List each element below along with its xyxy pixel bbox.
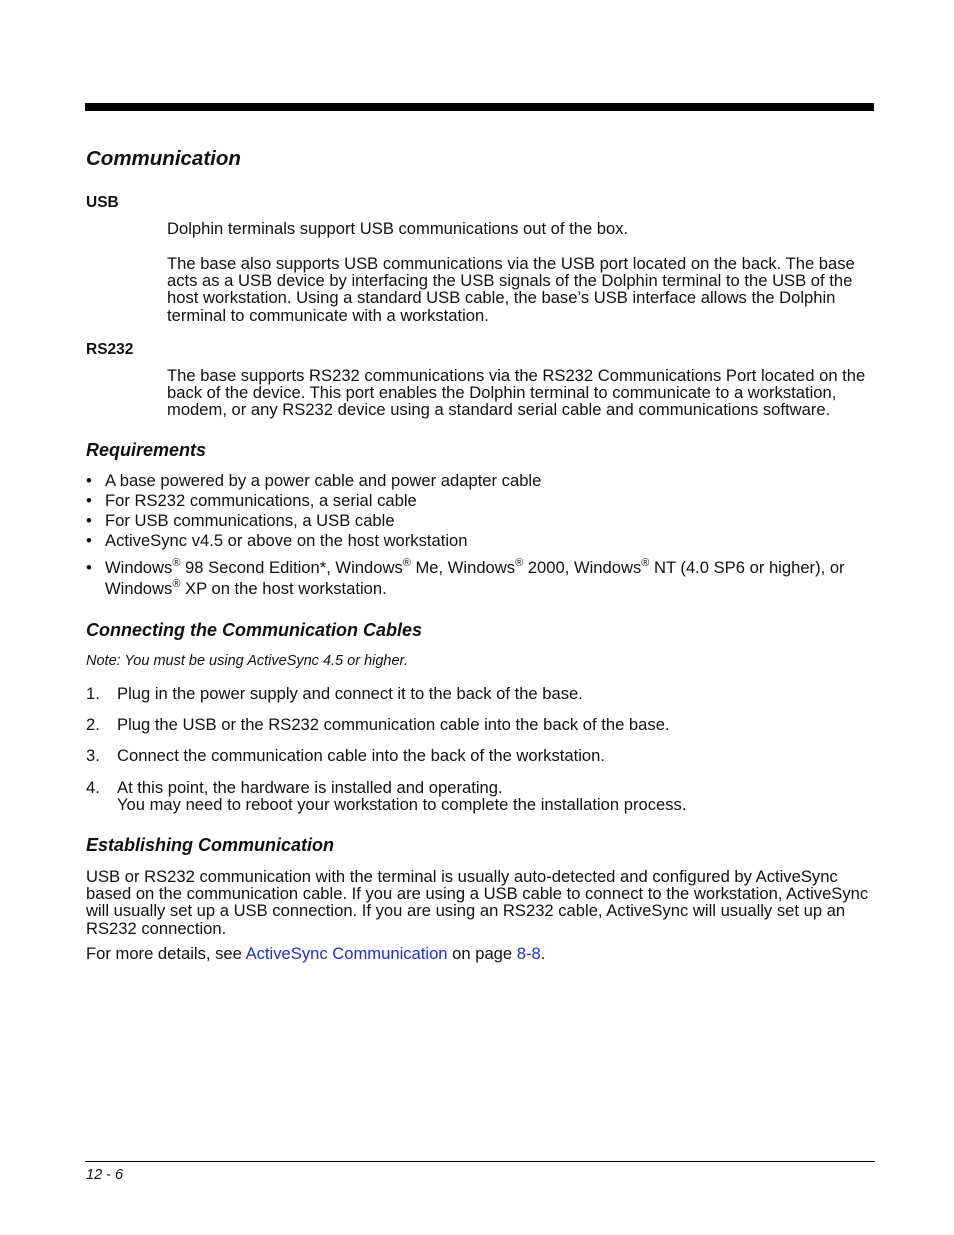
list-item: • A base powered by a power cable and power adapter cable xyxy=(86,472,876,492)
list-item-windows: • Windows® 98 Second Edition*, Windows® Me, Windows® 2000, Windows® NT (4.0 SP6 or higher), or Windows® XP on the host workstation. xyxy=(86,557,876,599)
heading-requirements: Requirements xyxy=(86,440,207,460)
step-text: Connect the communication cable into the back of the workstation. xyxy=(117,746,605,765)
link-page-8-8[interactable]: 8-8 xyxy=(516,944,541,963)
list-item: • ActiveSync v4.5 or above on the host workstation xyxy=(86,532,876,552)
requirements-list xyxy=(86,472,876,599)
step-text: At this point, the hardware is installed and operating. xyxy=(117,778,503,797)
step-number: 3. xyxy=(86,746,100,765)
rs232-paragraph: The base supports RS232 communications via the RS232 Communications Port located on the back of the device. This port enables the Dolphin terminal to communicate to a workstation, modem, or any RS232 device using a standard serial cable and communications software. xyxy=(167,366,866,420)
list-item: • For USB communications, a USB cable xyxy=(86,512,876,532)
list-item: • For RS232 communications, a serial cable xyxy=(86,492,876,512)
section-title-communication: Communication xyxy=(86,147,241,170)
heading-establishing-communication: Establishing Communication xyxy=(86,835,335,855)
step-number: 1. xyxy=(86,684,100,703)
bottom-rule xyxy=(85,1161,875,1162)
note-activesync: Note: You must be using ActiveSync 4.5 or higher. xyxy=(86,653,408,669)
establishing-paragraph: USB or RS232 communication with the terminal is usually auto-detected and configured by ActiveSync based on the communication cable. If you are using a USB cable to connect to the workstation, ActiveSync will usually set up a USB connection. If you are using an RS232 cable, ActiveSync will usually set up an RS232 connection. xyxy=(86,867,869,938)
details-paragraph: For more details, see ActiveSync Communication on page 8-8. xyxy=(86,944,546,963)
step-text: Plug the USB or the RS232 communication cable into the back of the base. xyxy=(117,715,670,734)
top-rule xyxy=(85,103,874,111)
step-number: 2. xyxy=(86,715,100,734)
page-number: 12 - 6 xyxy=(86,1167,124,1183)
subheading-rs232: RS232 xyxy=(86,341,134,358)
link-activesync-communication[interactable]: ActiveSync Communication xyxy=(245,944,448,963)
usb-paragraph-2: The base also supports USB communications via the USB port located on the back. The base acts as a USB device by interfacing the USB signals of the Dolphin terminal to the USB of the host workstation. Using a standard USB cable, the base’s USB interface allows the Dolphin terminal to communicate with a workstation. xyxy=(167,254,855,325)
step-number: 4. xyxy=(86,778,100,797)
usb-paragraph-1: Dolphin terminals support USB communications out of the box. xyxy=(167,219,629,238)
heading-connecting-cables: Connecting the Communication Cables xyxy=(86,620,423,640)
subheading-usb: USB xyxy=(86,194,119,211)
step-text-continued: You may need to reboot your workstation to complete the installation process. xyxy=(117,795,687,815)
step-text: Plug in the power supply and connect it to the back of the base. xyxy=(117,684,583,703)
